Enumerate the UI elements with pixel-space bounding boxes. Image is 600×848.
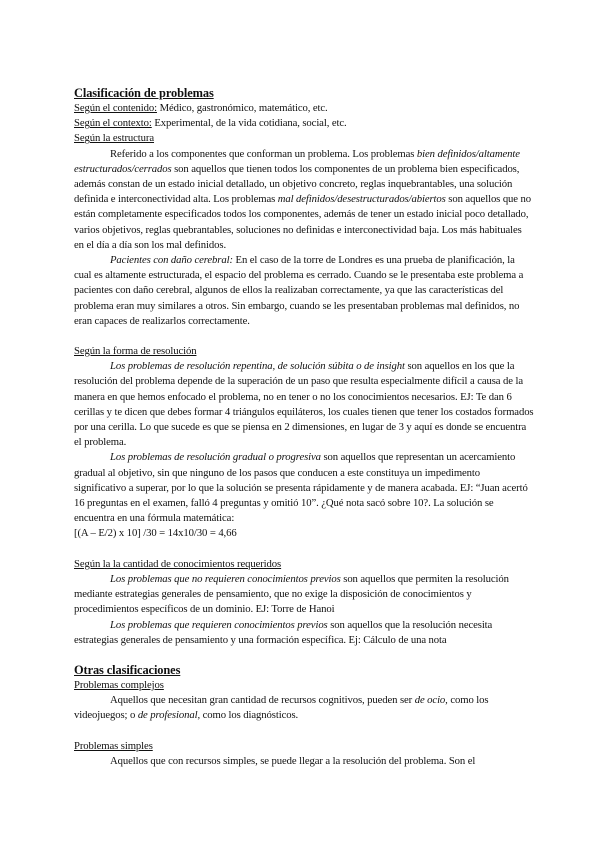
italic-run: bien definidos/altamente estructurados/cerrados bbox=[74, 147, 520, 175]
paragraph-simples: Aquellos que con recursos simples, se puede llegar a la resolución del problema. Son el bbox=[110, 754, 476, 767]
paragraph-conocimientos-2 bbox=[74, 618, 534, 648]
spacer bbox=[74, 724, 534, 739]
label-resolucion: Según la forma de resolución bbox=[74, 345, 197, 358]
text-run: En el caso de la torre de Londres es una prueba de planificación, la cual es altamente estructurada, el espacio del problema es cerrado. Cuando se le presentaba este problema a pacientes con daño cerebral, algunos de ellos la realizaban correctamente, ya que las características del problema eran muy similares a otros. Sin embargo, cuando se les presentaban problemas mal definidos, no eran capaces de realizarlos correctamente. bbox=[74, 254, 524, 327]
paragraph-estructura-1 bbox=[74, 147, 534, 253]
text-run: son aquellos que permiten la resolución mediante estrategias generales de pensamiento, que no exige la disposición de conocimientos y procedimientos específicos de un dominio. EJ: Torre de Hanoi bbox=[74, 572, 509, 616]
spacer bbox=[74, 648, 534, 663]
text-run: son aquellos en los que la resolución del problema depende de la superación de un paso que resulta especialmente difícil a causa de la manera en que hemos enfocado el problema, no en tener o no los conocimientos necesarios. EJ: Te dan 6 cerillas y te dicen que debes formar 4 triángulos equiláteros, los cuales tienen que tener los costados formados por una cerilla. Lo que sucede es que se piensa en 2 dimensiones, en lugar de 3 y aquí es donde se encuentra el problema. bbox=[74, 360, 534, 449]
label-conocimientos: Según la la cantidad de conocimientos requeridos bbox=[74, 557, 282, 570]
text-run: son aquellos que no están completamente especificados todos los componentes, además de tener un estado inicial poco detallado, varios objetivos, reglas quebrantables, soluciones no definidas e interconectividad baja. Los más habituales en el día a día son los mal definidos. bbox=[74, 193, 532, 251]
text-run: Aquellos que necesitan gran cantidad de recursos cognitivos, pueden ser bbox=[110, 694, 415, 707]
italic-run: Los problemas de resolución gradual o progresiva bbox=[110, 451, 321, 464]
paragraph-estructura-2 bbox=[74, 253, 534, 329]
text-run: son aquellos que representan un acercamiento gradual al objetivo, sin que ninguno de los pasos que conducen a este constituya un impedimento significativo a superar, por lo que la solución se presenta rápidamente y de manera acabada. EJ: “Juan acertó 16 preguntas en el examen, falló 4 preguntas y omitió 10”. ¿Qué nota sacó sobre 10?. La solución se encuentra en una fórmula matemática: bbox=[74, 451, 528, 525]
paragraph-resolucion-1 bbox=[74, 359, 534, 450]
italic-run: de profesional, bbox=[137, 709, 201, 722]
paragraph-resolucion-2 bbox=[74, 450, 534, 526]
formula: [(A – E/2) x 10] /30 = 14x10/30 = 4,66 bbox=[74, 527, 237, 540]
label-contenido: Según el contenido: bbox=[74, 102, 157, 114]
text-run: como los videojuegos; o bbox=[74, 694, 489, 722]
line-contexto bbox=[74, 116, 534, 131]
italic-run: de ocio, bbox=[414, 694, 448, 707]
label-estructura: Según la estructura bbox=[74, 132, 155, 145]
document-page bbox=[74, 86, 534, 769]
italic-run: Los problemas de resolución repentina, de solución súbita o de insight bbox=[110, 360, 405, 373]
italic-run: Los problemas que no requieren conocimientos previos bbox=[110, 572, 341, 585]
line-contenido bbox=[74, 101, 534, 116]
spacer bbox=[74, 542, 534, 557]
paragraph-conocimientos-1 bbox=[74, 572, 534, 618]
section-title-otras: Otras clasificaciones bbox=[74, 662, 181, 677]
italic-run: Los problemas que requieren conocimientos previos bbox=[110, 618, 328, 631]
text-contenido: Médico, gastronómico, matemático, etc. bbox=[157, 102, 328, 114]
text-run: Referido a los componentes que conforman un problema. Los problemas bbox=[110, 147, 417, 160]
label-complejos: Problemas complejos bbox=[74, 678, 164, 691]
text-run: son aquellos que tienen todos los componentes de un problema bien especificados, además constan de un estado inicial detallado, un objetivo concreto, reglas inquebrantables, una solución definida e interconectividad alta. Los problemas bbox=[74, 162, 520, 206]
section-title-clasificacion: Clasificación de problemas bbox=[74, 86, 214, 100]
spacer bbox=[74, 329, 534, 344]
label-contexto: Según el contexto: bbox=[74, 117, 152, 130]
italic-run: Pacientes con daño cerebral: bbox=[110, 254, 233, 267]
text-run: son aquellos que la resolución necesita estrategias generales de pensamiento y una formación específica. Ej: Cálculo de una nota bbox=[74, 618, 493, 646]
italic-run: mal definidos/desestructurados/abiertos bbox=[277, 193, 446, 206]
text-contexto: Experimental, de la vida cotidiana, social, etc. bbox=[151, 117, 347, 130]
text-run: como los diagnósticos. bbox=[200, 709, 299, 722]
label-simples: Problemas simples bbox=[74, 739, 153, 752]
paragraph-complejos bbox=[74, 693, 534, 723]
